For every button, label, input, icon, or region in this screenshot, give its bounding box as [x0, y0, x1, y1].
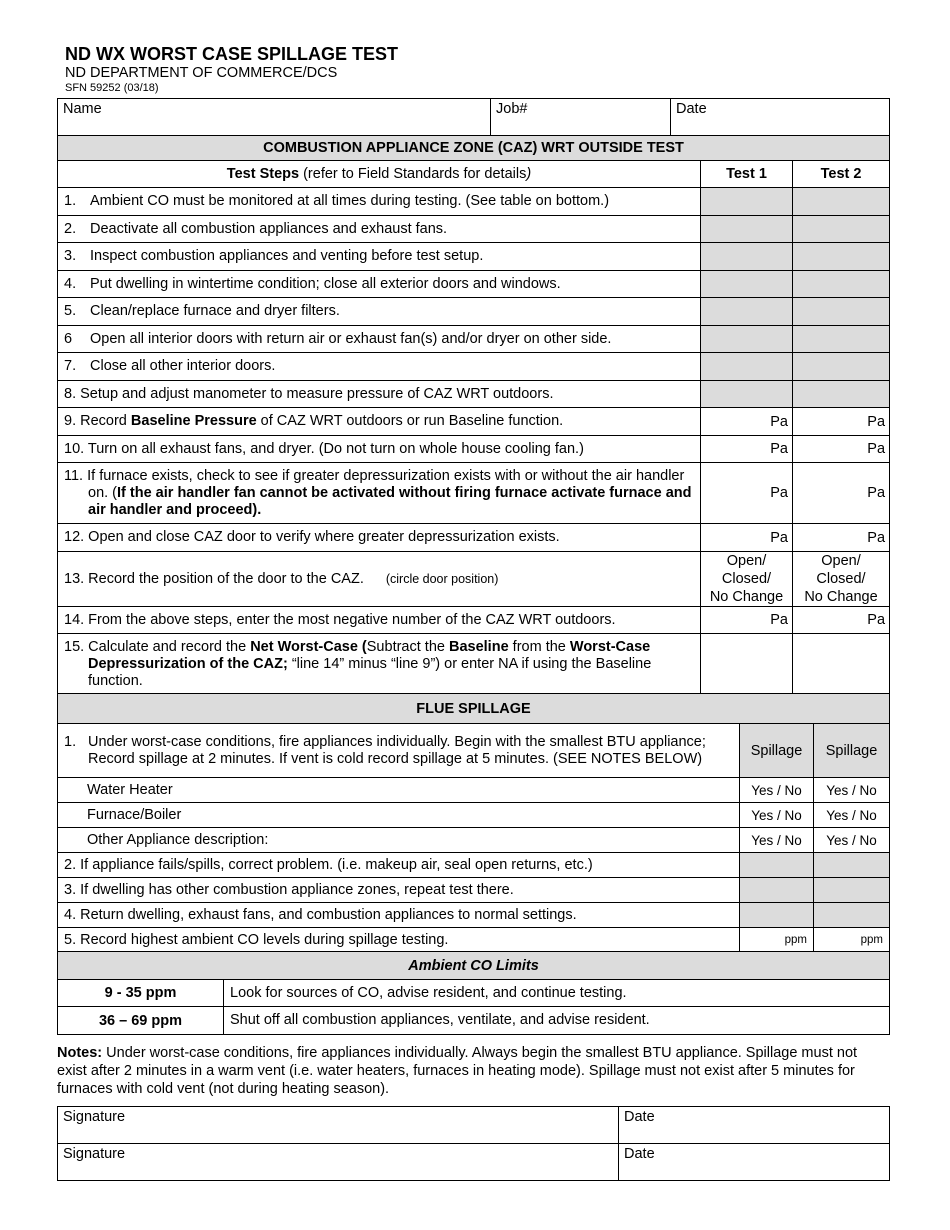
step1-test1-cell [701, 188, 793, 216]
caz-step-14: 14. From the above steps, enter the most negative number of the CAZ WRT outdoors. [58, 607, 701, 634]
notes-text: Under worst-case conditions, fire appliances individually. Always begin the smallest BTU appliance. Spillage must not exist after 2 minutes in a warm vent (i.e. water heaters, furnaces in heating mode). Spillage must not exist after 5 minutes for furnaces with cold vent (not during heating season). [57, 1045, 858, 1097]
caz-step-7: 7. Close all other interior doors. [58, 353, 701, 381]
co-limits-title: Ambient CO Limits [58, 952, 890, 980]
step13-test1-door-position[interactable]: Open/ Closed/ No Change [701, 552, 793, 607]
flue-section-title: FLUE SPILLAGE [58, 694, 890, 724]
step6-test2-cell [793, 326, 890, 353]
step5-test1-cell [701, 298, 793, 326]
water-heater-test2-yesno[interactable]: Yes / No [814, 778, 890, 803]
step15-test2-input[interactable] [793, 634, 890, 695]
step2-test2-cell [793, 216, 890, 243]
step10-test2-input[interactable]: Pa [793, 436, 890, 463]
flue-step-5: 5. Record highest ambient CO levels during spillage testing. [58, 928, 740, 953]
step14-test2-input[interactable]: Pa [793, 607, 890, 634]
flue-step2-test2-cell [814, 853, 890, 878]
date-label: Date [676, 101, 707, 117]
step9-test1-input[interactable]: Pa [701, 408, 793, 436]
flue-step2-test1-cell [740, 853, 814, 878]
furnace-test1-yesno[interactable]: Yes / No [740, 803, 814, 828]
step12-test1-input[interactable]: Pa [701, 524, 793, 552]
ambient-co-limits-table [57, 951, 890, 1035]
appliance-water-heater: Water Heater [58, 778, 740, 803]
step9-test2-input[interactable]: Pa [793, 408, 890, 436]
step14-test1-input[interactable]: Pa [701, 607, 793, 634]
step7-test2-cell [793, 353, 890, 381]
form-title: ND WX WORST CASE SPILLAGE TEST [65, 44, 399, 64]
furnace-test2-yesno[interactable]: Yes / No [814, 803, 890, 828]
caz-step-10: 10. Turn on all exhaust fans, and dryer. (Do not turn on whole house cooling fan.) [58, 436, 701, 463]
signature-label-1: Signature [63, 1109, 126, 1125]
appliance-other-description[interactable]: Other Appliance description: [58, 828, 740, 853]
flue-step3-test2-cell [814, 878, 890, 903]
test-steps-header: Test Steps (refer to Field Standards for details) [58, 161, 701, 188]
caz-step-2: 2. Deactivate all combustion appliances and exhaust fans. [58, 216, 701, 243]
job-label: Job# [496, 101, 528, 117]
caz-step-6: 6 Open all interior doors with return air or exhaust fan(s) and/or dryer on other side. [58, 326, 701, 353]
test1-header: Test 1 [701, 161, 793, 188]
flue-step-3: 3. If dwelling has other combustion appliance zones, repeat test there. [58, 878, 740, 903]
caz-step-5: 5. Clean/replace furnace and dryer filters. [58, 298, 701, 326]
signature-field-2[interactable] [58, 1144, 619, 1181]
signature-date-field-1[interactable] [619, 1107, 890, 1144]
job-field[interactable] [491, 99, 671, 136]
caz-step-4: 4. Put dwelling in wintertime condition; close all exterior doors and windows. [58, 271, 701, 298]
step5-test2-cell [793, 298, 890, 326]
step1-test2-cell [793, 188, 890, 216]
name-field[interactable] [58, 99, 491, 136]
spillage-test1-header: Spillage [740, 724, 814, 778]
caz-step-13: 13. Record the position of the door to the CAZ. (circle door position) [58, 552, 701, 607]
test2-header: Test 2 [793, 161, 890, 188]
caz-step-1: 1. Ambient CO must be monitored at all times during testing. (See table on bottom.) [58, 188, 701, 216]
department-name: ND DEPARTMENT OF COMMERCE/DCS [65, 65, 338, 81]
step3-test2-cell [793, 243, 890, 271]
spillage-test2-header: Spillage [814, 724, 890, 778]
flue-step3-test1-cell [740, 878, 814, 903]
caz-test-table [57, 135, 890, 695]
form-number: SFN 59252 (03/18) [65, 82, 159, 94]
signature-date-field-2[interactable] [619, 1144, 890, 1181]
flue-spillage-table [57, 693, 890, 953]
caz-step-15: 15. Calculate and record the Net Worst-Case (Subtract the Baseline from the Worst-Case Depressurization of the CAZ; “line 14” minus “line 9”) or enter NA if using the Baseline function. [58, 634, 701, 695]
caz-step-11: 11. If furnace exists, check to see if greater depressurization exists with or without the air handler on. (If the air handler fan cannot be activated without firing furnace activate furnace and air handler and proceed). [58, 463, 701, 524]
appliance-furnace-boiler: Furnace/Boiler [58, 803, 740, 828]
flue-step-1: 1. Under worst-case conditions, fire appliances individually. Begin with the smallest BTU appliance; Record spillage at 2 minutes. If vent is cold record spillage at 5 minutes. (SEE NOTES BELOW) [58, 724, 740, 778]
signature-date-label-1: Date [624, 1109, 655, 1125]
signature-label-2: Signature [63, 1146, 126, 1162]
step4-test1-cell [701, 271, 793, 298]
flue-step4-test1-cell [740, 903, 814, 928]
step11-test2-input[interactable]: Pa [793, 463, 890, 524]
water-heater-test1-yesno[interactable]: Yes / No [740, 778, 814, 803]
notes-paragraph [57, 1044, 887, 1098]
step6-test1-cell [701, 326, 793, 353]
step8-test1-cell [701, 381, 793, 408]
job-info-table [57, 98, 890, 136]
signature-table [57, 1106, 890, 1181]
caz-section-title: COMBUSTION APPLIANCE ZONE (CAZ) WRT OUTSIDE TEST [58, 136, 890, 161]
flue-step-2: 2. If appliance fails/spills, correct problem. (i.e. makeup air, seal open returns, etc.) [58, 853, 740, 878]
date-field[interactable] [671, 99, 890, 136]
step7-test1-cell [701, 353, 793, 381]
step12-test2-input[interactable]: Pa [793, 524, 890, 552]
form-header [65, 44, 398, 95]
step13-test2-door-position[interactable]: Open/ Closed/ No Change [793, 552, 890, 607]
caz-step-12: 12. Open and close CAZ door to verify where greater depressurization exists. [58, 524, 701, 552]
caz-step-9: 9. Record Baseline Pressure of CAZ WRT outdoors or run Baseline function. [58, 408, 701, 436]
door-position-note: (circle door position) [385, 571, 499, 586]
notes-label: Notes: [57, 1045, 103, 1061]
step4-test2-cell [793, 271, 890, 298]
step2-test1-cell [701, 216, 793, 243]
co-level-test2-input[interactable]: ppm [814, 928, 890, 953]
other-test2-yesno[interactable]: Yes / No [814, 828, 890, 853]
co-level-test1-input[interactable]: ppm [740, 928, 814, 953]
step8-test2-cell [793, 381, 890, 408]
caz-step-3: 3. Inspect combustion appliances and venting before test setup. [58, 243, 701, 271]
co-range-1: 9 - 35 ppm [58, 980, 224, 1007]
flue-step4-test2-cell [814, 903, 890, 928]
co-action-2: Shut off all combustion appliances, ventilate, and advise resident. [224, 1007, 890, 1035]
caz-step-8: 8. Setup and adjust manometer to measure pressure of CAZ WRT outdoors. [58, 381, 701, 408]
step15-test1-input[interactable] [701, 634, 793, 695]
name-label: Name [63, 101, 102, 117]
co-range-2: 36 – 69 ppm [58, 1007, 224, 1035]
other-test1-yesno[interactable]: Yes / No [740, 828, 814, 853]
signature-date-label-2: Date [624, 1146, 655, 1162]
co-action-1: Look for sources of CO, advise resident, and continue testing. [224, 980, 890, 1007]
flue-step-4: 4. Return dwelling, exhaust fans, and combustion appliances to normal settings. [58, 903, 740, 928]
step3-test1-cell [701, 243, 793, 271]
step10-test1-input[interactable]: Pa [701, 436, 793, 463]
signature-field-1[interactable] [58, 1107, 619, 1144]
step11-test1-input[interactable]: Pa [701, 463, 793, 524]
